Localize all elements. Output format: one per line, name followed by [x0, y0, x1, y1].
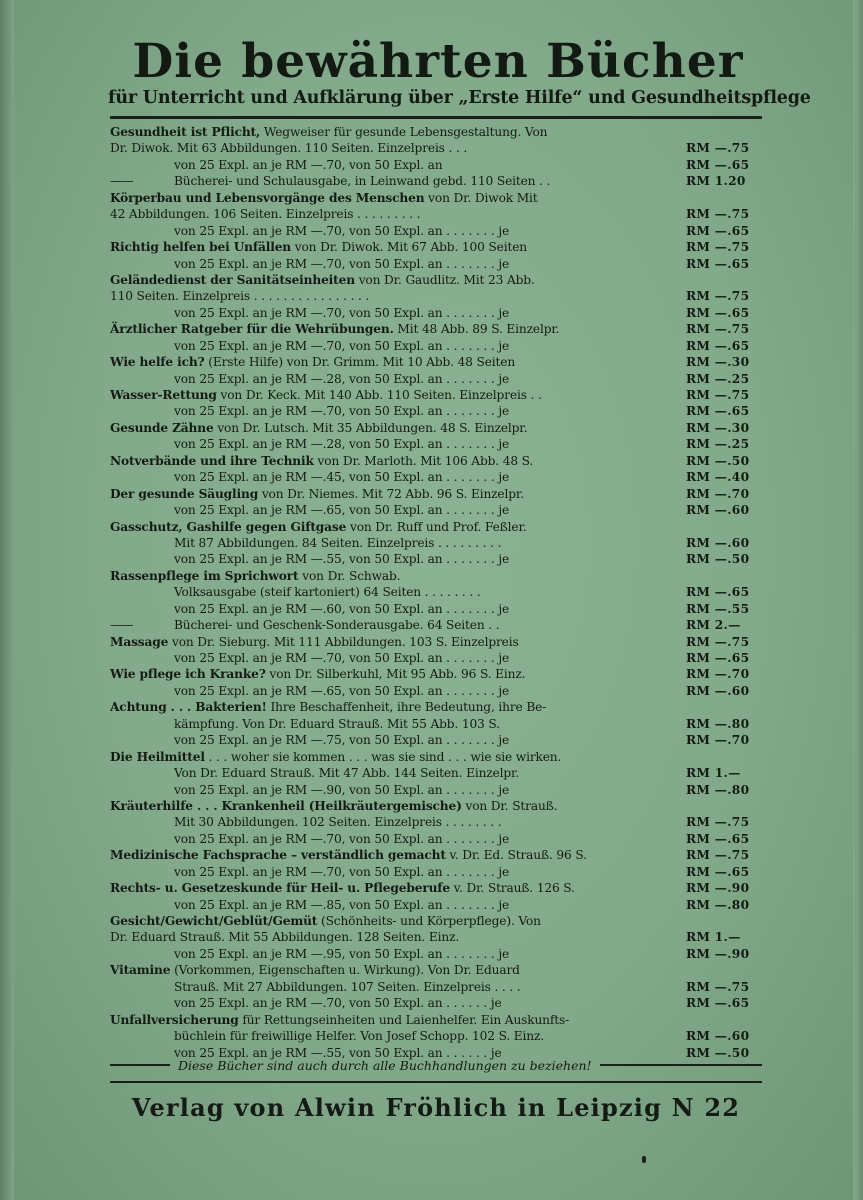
- row-text: [110, 897, 682, 913]
- price: RM —.65: [686, 651, 750, 665]
- list-row: [110, 173, 762, 189]
- book-details: von Dr. Lutsch. Mit 35 Abbildungen. 48 S. Einzelpr.: [213, 420, 528, 435]
- list-row: [110, 140, 762, 156]
- price: RM —.75: [686, 634, 750, 649]
- price: RM —.30: [686, 420, 750, 435]
- row-text: [110, 798, 682, 814]
- book-details: von 25 Expl. an je RM —.70, von 50 Expl. an . . . . . . . je: [174, 223, 510, 238]
- list-row: [110, 814, 762, 830]
- row-text: [110, 584, 682, 600]
- list-row: [110, 880, 762, 896]
- price: RM —.25: [686, 437, 750, 452]
- list-row: [110, 1028, 762, 1044]
- book-title: Die Heilmittel: [110, 749, 205, 764]
- book-details: 42 Abbildungen. 106 Seiten. Einzelpreis . . . . . . . . .: [110, 207, 421, 222]
- row-text: [110, 190, 682, 206]
- book-details: Dr. Diwok. Mit 63 Abbildungen. 110 Seiten. Einzelpreis . . .: [110, 141, 468, 156]
- book-details: von Dr. Ruff und Prof. Feßler.: [346, 519, 527, 534]
- list-row: [110, 502, 762, 518]
- book-title: Massage: [110, 634, 169, 649]
- list-row: [110, 946, 762, 962]
- book-title: Vitamine: [110, 963, 171, 978]
- publisher-imprint: Verlag von Alwin Fröhlich in Leipzig N 22: [131, 1093, 741, 1122]
- price: RM —.65: [686, 223, 750, 238]
- book-details: von 25 Expl. an je RM —.70, von 50 Expl. an . . . . . . . je: [174, 338, 510, 353]
- book-details: von Dr. Sieburg. Mit 111 Abbildungen. 103 S. Einzelpreis: [168, 634, 519, 649]
- price: RM —.65: [686, 256, 750, 271]
- book-title: Notverbände und ihre Technik: [110, 453, 314, 468]
- book-details: von 25 Expl. an je RM —.55, von 50 Expl. an . . . . . . . je: [174, 552, 510, 567]
- book-details: von 25 Expl. an je RM —.90, von 50 Expl. an . . . . . . . je: [174, 782, 510, 797]
- price: RM —.60: [686, 683, 750, 698]
- row-text: [110, 634, 682, 650]
- book-title: Der gesunde Säugling: [110, 486, 259, 501]
- row-text: [110, 601, 682, 617]
- book-title: Geländedienst der Sanitätseinheiten: [110, 272, 355, 287]
- list-row: [110, 798, 762, 814]
- notice-rule-left: [110, 1064, 170, 1066]
- price: RM —.60: [686, 1029, 750, 1044]
- row-text: [110, 486, 682, 502]
- list-row: [110, 601, 762, 617]
- price: RM —.65: [686, 831, 750, 846]
- price: RM —.75: [686, 289, 750, 304]
- row-text: [110, 650, 682, 666]
- list-row: [110, 453, 762, 469]
- book-details: von 25 Expl. an je RM —.70, von 50 Expl. an . . . . . . . je: [174, 651, 510, 665]
- book-details: Mit 30 Abbildungen. 102 Seiten. Einzelpreis . . . . . . . .: [174, 815, 502, 830]
- book-details: . . . woher sie kommen . . . was sie sind . . . wie sie wirken.: [204, 749, 562, 764]
- list-row: [110, 288, 762, 304]
- list-row: [110, 371, 762, 387]
- footer-rule: [110, 1081, 762, 1083]
- book-details: v. Dr. Ed. Strauß. 96 S.: [445, 848, 587, 863]
- price: RM —.70: [686, 486, 750, 501]
- book-details: Ihre Beschaffenheit, ihre Bedeutung, ihre Be-: [266, 700, 547, 715]
- book-title: Wie pflege ich Kranke?: [110, 667, 266, 682]
- book-details: von 25 Expl. an je RM —.45, von 50 Expl. an . . . . . . . je: [174, 470, 510, 485]
- book-details: von Dr. Gaudlitz. Mit 23 Abb.: [354, 272, 535, 287]
- list-row: [110, 272, 762, 288]
- book-details: von Dr. Marloth. Mit 106 Abb. 48 S.: [313, 453, 534, 468]
- list-row: [110, 387, 762, 403]
- book-details: von Dr. Niemes. Mit 72 Abb. 96 S. Einzelpr.: [258, 486, 524, 501]
- notice-line: [110, 1055, 762, 1075]
- book-details: von 25 Expl. an je RM —.70, von 50 Expl. an . . . . . . . je: [174, 256, 510, 271]
- row-text: [110, 535, 682, 551]
- book-details: von 25 Expl. an je RM —.70, von 50 Expl. an . . . . . . je: [174, 996, 502, 1011]
- list-row: [110, 634, 762, 650]
- right-page-edge: [853, 0, 863, 1200]
- list-row: [110, 551, 762, 567]
- list-row: [110, 584, 762, 600]
- list-row: [110, 190, 762, 206]
- list-row: [110, 568, 762, 584]
- price: RM —.70: [686, 733, 750, 748]
- list-row: [110, 979, 762, 995]
- price: RM —.30: [686, 355, 750, 370]
- book-title: Wasser-Rettung: [110, 388, 217, 402]
- book-title: Gesundheit ist Pflicht,: [110, 125, 261, 139]
- list-row: [110, 913, 762, 929]
- book-details: von 25 Expl. an je RM —.85, von 50 Expl. an . . . . . . . je: [174, 897, 510, 912]
- row-text: [110, 338, 682, 354]
- row-text: [110, 403, 682, 419]
- price: RM —.50: [686, 552, 750, 567]
- row-text: [110, 765, 682, 781]
- row-text: [110, 699, 682, 715]
- list-row: [110, 305, 762, 321]
- row-text: [110, 519, 682, 535]
- book-title: Gasschutz, Gashilfe gegen Giftgase: [110, 519, 347, 534]
- row-text: [110, 617, 682, 633]
- book-details: von 25 Expl. an je RM —.95, von 50 Expl. an . . . . . . . je: [174, 946, 510, 961]
- book-details: von 25 Expl. an je RM —.65, von 50 Expl. an . . . . . . . je: [174, 503, 510, 518]
- list-row: [110, 354, 762, 370]
- row-text: [110, 749, 682, 765]
- row-text: [110, 469, 682, 485]
- book-details: von 25 Expl. an je RM —.70, von 50 Expl. an . . . . . . . je: [174, 831, 510, 846]
- price: RM —.55: [686, 601, 750, 616]
- row-text: [110, 1012, 682, 1028]
- book-details: (Schönheits- und Körperpflege). Von: [317, 914, 541, 928]
- list-row: [110, 403, 762, 419]
- row-text: [110, 732, 682, 748]
- price: RM —.25: [686, 371, 750, 386]
- list-row: [110, 650, 762, 666]
- book-details: v. Dr. Strauß. 126 S.: [450, 881, 575, 896]
- book-details: von 25 Expl. an je RM —.70, von 50 Expl. an . . . . . . . je: [174, 305, 510, 320]
- row-text: [110, 847, 682, 863]
- list-row: [110, 962, 762, 978]
- row-text: [110, 354, 682, 370]
- list-row: [110, 683, 762, 699]
- book-details: (Erste Hilfe) von Dr. Grimm. Mit 10 Abb. 48 Seiten: [204, 355, 516, 370]
- book-details: von 25 Expl. an je RM —.55, von 50 Expl. an . . . . . . je: [174, 1045, 502, 1060]
- row-text: [110, 551, 682, 567]
- book-details: Mit 87 Abbildungen. 84 Seiten. Einzelpreis . . . . . . . . .: [174, 535, 502, 550]
- row-text: [110, 124, 682, 140]
- row-text: [110, 666, 682, 682]
- ink-speck: [642, 1156, 646, 1163]
- list-row: [110, 436, 762, 452]
- book-details: von 25 Expl. an je RM —.60, von 50 Expl. an . . . . . . . je: [174, 601, 510, 616]
- price: RM —.75: [686, 848, 750, 863]
- list-row: [110, 732, 762, 748]
- price: RM —.50: [686, 453, 750, 468]
- row-text: [110, 782, 682, 798]
- book-details: Bücherei- und Schulausgabe, in Leinwand gebd. 110 Seiten . .: [174, 174, 551, 189]
- price: RM 2.—: [686, 618, 741, 633]
- row-text: [110, 387, 682, 403]
- row-text: [110, 420, 682, 436]
- price: RM —.75: [686, 322, 750, 337]
- list-row: [110, 765, 762, 781]
- list-row: [110, 486, 762, 502]
- list-row: [110, 864, 762, 880]
- list-row: [110, 782, 762, 798]
- book-title: Achtung . . . Bakterien!: [110, 700, 267, 715]
- row-text: [110, 880, 682, 896]
- book-details: Von Dr. Eduard Strauß. Mit 47 Abb. 144 Seiten. Einzelpr.: [174, 766, 520, 781]
- book-details: von 25 Expl. an je RM —.70, von 50 Expl. an . . . . . . . je: [174, 864, 510, 879]
- book-title: Gesicht/Gewicht/Geblüt/Gemüt: [110, 914, 318, 928]
- row-text: [110, 453, 682, 469]
- row-text: [110, 864, 682, 880]
- list-row: [110, 929, 762, 945]
- book-details: Bücherei- und Geschenk-Sonderausgabe. 64 Seiten . .: [174, 618, 500, 633]
- page-title: Die bewährten Bücher: [132, 34, 744, 89]
- book-details: von 25 Expl. an je RM —.28, von 50 Expl. an . . . . . . . je: [174, 371, 510, 386]
- price: RM 1.—: [686, 930, 741, 945]
- row-text: [110, 683, 682, 699]
- book-title: Rechts- u. Gesetzeskunde für Heil- u. Pflegeberufe: [110, 881, 450, 896]
- price: RM —.65: [686, 157, 750, 172]
- list-row: [110, 321, 762, 337]
- price: RM —.50: [686, 1045, 750, 1060]
- row-text: [110, 157, 682, 173]
- book-details: für Rettungseinheiten und Laienhelfer. Ein Auskunfts-: [238, 1012, 570, 1027]
- price: RM —.80: [686, 716, 750, 731]
- book-title: Gesunde Zähne: [110, 420, 214, 435]
- price: RM 1.—: [686, 766, 741, 781]
- list-row: [110, 420, 762, 436]
- list-row: [110, 847, 762, 863]
- row-text: [110, 962, 682, 978]
- list-row: [110, 157, 762, 173]
- book-details: von Dr. Diwok Mit: [424, 190, 538, 205]
- row-text: [110, 502, 682, 518]
- book-title: Richtig helfen bei Unfällen: [110, 240, 292, 255]
- list-row: [110, 535, 762, 551]
- row-text: [110, 995, 682, 1011]
- book-title: Ärztlicher Ratgeber für die Wehrübungen.: [110, 322, 394, 337]
- list-row: [110, 995, 762, 1011]
- price: RM —.65: [686, 305, 750, 320]
- notice-rule-right: [600, 1064, 762, 1066]
- list-row: [110, 519, 762, 535]
- row-text: [110, 256, 682, 272]
- row-text: [110, 288, 682, 304]
- list-row: [110, 617, 762, 633]
- price: RM —.80: [686, 782, 750, 797]
- book-details: von 25 Expl. an je RM —.70, von 50 Expl. an: [174, 157, 443, 172]
- row-text: [110, 1028, 682, 1044]
- book-details: Strauß. Mit 27 Abbildungen. 107 Seiten. Einzelpreis . . . .: [174, 979, 521, 994]
- book-details: Volksausgabe (steif kartoniert) 64 Seiten . . . . . . . .: [174, 585, 481, 600]
- row-text: [110, 831, 682, 847]
- price: RM —.65: [686, 864, 750, 879]
- list-row: [110, 223, 762, 239]
- price: RM —.75: [686, 207, 750, 222]
- list-row: [110, 749, 762, 765]
- row-text: [110, 929, 682, 945]
- price: RM —.75: [686, 979, 750, 994]
- price: RM —.90: [686, 881, 750, 896]
- book-details: von 25 Expl. an je RM —.75, von 50 Expl. an . . . . . . . je: [174, 733, 510, 748]
- list-row: [110, 699, 762, 715]
- row-text: [110, 305, 682, 321]
- book-title: Wie helfe ich?: [110, 355, 205, 370]
- book-details: von Dr. Diwok. Mit 67 Abb. 100 Seiten: [291, 240, 527, 255]
- list-row: [110, 897, 762, 913]
- list-row: [110, 256, 762, 272]
- list-row: [110, 1012, 762, 1028]
- row-text: [110, 436, 682, 452]
- row-text: [110, 716, 682, 732]
- price: RM —.65: [686, 404, 750, 419]
- page-subtitle: für Unterricht und Aufklärung über „Erste Hilfe“ und Gesundheitspflege: [108, 88, 811, 108]
- list-row: [110, 469, 762, 485]
- book-details: 110 Seiten. Einzelpreis . . . . . . . . . . . . . . . .: [110, 289, 370, 304]
- book-details: Dr. Eduard Strauß. Mit 55 Abbildungen. 128 Seiten. Einz.: [110, 930, 460, 945]
- header-rule: [110, 116, 762, 119]
- notice-text: Diese Bücher sind auch durch alle Buchhandlungen zu beziehen!: [178, 1057, 592, 1073]
- price: RM —.70: [686, 667, 750, 682]
- book-details: Wegweiser für gesunde Lebensgestaltung. Von: [260, 125, 548, 139]
- row-text: [110, 272, 682, 288]
- list-row: [110, 831, 762, 847]
- row-text: [110, 979, 682, 995]
- row-text: [110, 206, 682, 222]
- list-row: [110, 716, 762, 732]
- price: RM —.75: [686, 240, 750, 255]
- price: RM —.60: [686, 503, 750, 518]
- book-details: kämpfung. Von Dr. Eduard Strauß. Mit 55 Abb. 103 S.: [174, 716, 500, 731]
- book-details: von 25 Expl. an je RM —.70, von 50 Expl. an . . . . . . . je: [174, 404, 510, 419]
- book-price-list: [110, 124, 762, 1061]
- price: RM —.65: [686, 996, 750, 1011]
- list-row: [110, 338, 762, 354]
- price: RM —.75: [686, 815, 750, 830]
- book-details: von Dr. Schwab.: [298, 568, 401, 583]
- book-details: von Dr. Strauß.: [461, 798, 558, 813]
- book-details: von Dr. Keck. Mit 140 Abb. 110 Seiten. Einzelpreis . .: [216, 388, 542, 402]
- book-details: von 25 Expl. an je RM —.65, von 50 Expl. an . . . . . . . je: [174, 683, 510, 698]
- row-text: [110, 140, 682, 156]
- price: RM —.65: [686, 585, 750, 600]
- price: RM —.60: [686, 535, 750, 550]
- book-details: büchlein für freiwillige Helfer. Von Josef Schopp. 102 S. Einz.: [174, 1029, 544, 1044]
- list-row: [110, 206, 762, 222]
- row-text: [110, 223, 682, 239]
- book-title: Körperbau und Lebensvorgänge des Menschen: [110, 190, 425, 205]
- list-row: [110, 666, 762, 682]
- row-text: [110, 173, 682, 189]
- left-page-edge: [0, 0, 14, 1200]
- price: RM —.75: [686, 141, 750, 156]
- book-title: Unfallversicherung: [110, 1012, 239, 1027]
- book-title: Medizinische Fachsprache – verständlich gemacht: [110, 848, 446, 863]
- row-text: [110, 913, 682, 929]
- row-text: [110, 814, 682, 830]
- list-row: [110, 239, 762, 255]
- row-text: [110, 321, 682, 337]
- book-details: (Vorkommen, Eigenschaften u. Wirkung). Von Dr. Eduard: [170, 963, 520, 978]
- price: RM —.80: [686, 897, 750, 912]
- book-title: Kräuterhilfe . . . Krankenheil (Heilkräutergemische): [110, 798, 462, 813]
- price: RM —.65: [686, 338, 750, 353]
- book-details: von Dr. Silberkuhl, Mit 95 Abb. 96 S. Einz.: [265, 667, 526, 682]
- row-text: [110, 568, 682, 584]
- price: RM —.90: [686, 946, 750, 961]
- list-row: [110, 124, 762, 140]
- book-details: von 25 Expl. an je RM —.28, von 50 Expl. an . . . . . . . je: [174, 437, 510, 452]
- row-text: [110, 946, 682, 962]
- row-text: [110, 239, 682, 255]
- price: RM 1.20: [686, 174, 746, 189]
- price: RM —.75: [686, 388, 750, 402]
- row-text: [110, 371, 682, 387]
- book-details: Mit 48 Abb. 89 S. Einzelpr.: [393, 322, 560, 337]
- price: RM —.40: [686, 470, 750, 485]
- book-title: Rassenpflege im Sprichwort: [110, 568, 299, 583]
